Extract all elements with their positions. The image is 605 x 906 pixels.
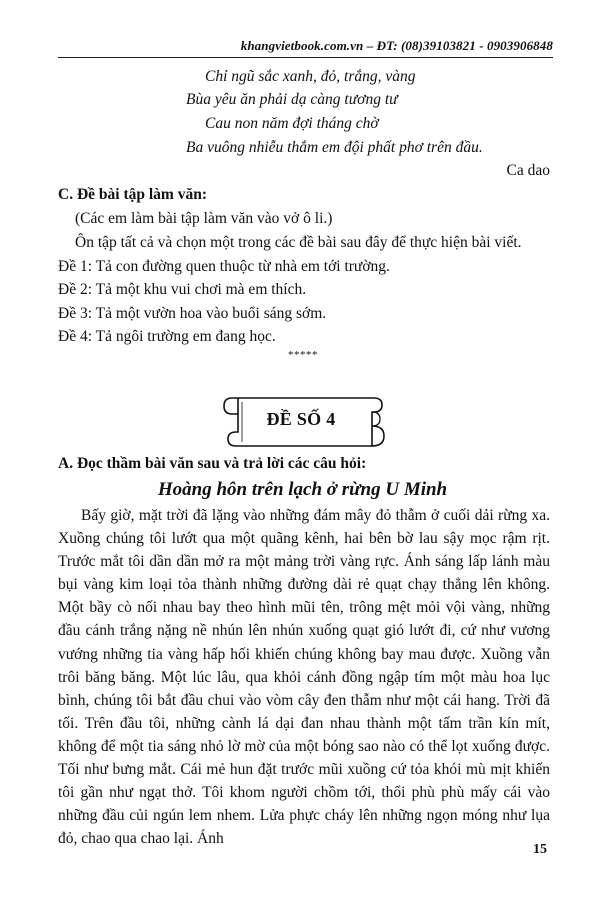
exam-title: ĐỀ SỐ 4 bbox=[266, 409, 336, 429]
section-c-note: (Các em làm bài tập làm văn vào vở ô li.) bbox=[75, 210, 333, 227]
story-title: Hoàng hôn trên lạch ở rừng U Minh bbox=[157, 479, 448, 500]
poem-line: Chỉ ngũ sắc xanh, đỏ, trắng, vàng bbox=[205, 68, 416, 85]
poem-line: Bùa yêu ăn phải dạ càng tương tư bbox=[186, 91, 398, 108]
page-number: 15 bbox=[533, 842, 547, 857]
topic-item: Đề 4: Tả ngôi trường em đang học. bbox=[58, 328, 276, 345]
poem-source: Ca dao bbox=[506, 162, 550, 179]
section-divider: ***** bbox=[288, 349, 318, 361]
header-rule bbox=[58, 57, 553, 58]
topic-item: Đề 2: Tả một khu vui chơi mà em thích. bbox=[58, 281, 307, 298]
poem-line: Ba vuông nhiễu thắm em đội phất phơ trên đầu. bbox=[186, 139, 483, 156]
page-header: khangvietbook.com.vn – ĐT: (08)39103821 - 0903906848 bbox=[240, 38, 553, 53]
section-c-heading: C. Đề bài tập làm văn: bbox=[58, 186, 207, 203]
topic-item: Đề 1: Tả con đường quen thuộc từ nhà em tới trường. bbox=[58, 258, 390, 275]
story-body: Bấy giờ, mặt trời đã lặng vào những đám mây đỏ thẫm ở cuối dải rừng xa. Xuồng chúng tôi lướt qua một quãng kênh, hai bên bờ lau sậy mọc rậm rịt. Trước mắt tôi dần dần mở ra một mảng trời vàng rực. Ánh sáng lấp lánh màu bụi vàng kim loại tỏa thành những đường dài rẻ quạt chạy thẳng lên không. Một bầy cò nối nhau bay theo hình mũi tên, trông mệt mỏi vội vàng, những đầu cánh trắng nặng nề nhún lên nhún xuống quạt gió lướt đi, cứ như vương vướng những tia vàng hấp hối khiến chúng không bay mau được. Xuồng vẫn trôi băng băng. Một lúc lâu, qua khỏi cánh đồng ngập tím một màu hoa lục bình, chúng tôi bắt đầu chui vào vòm cây đen thẫm như một cái hang. Trời đã tối. Trên đầu tôi, những cành lá dại đan nhau thành một tấm trần kín mít, không để một tia sáng nhỏ lờ mờ của một bóng sao nào có thể lọt xuống được. Tối như bưng mắt. Cái mẻ hun đặt trước mũi xuồng cứ tỏa khói mù mịt khiến tôi gần như ngạt thở. Tôi khom người chồm tới, thổi phù phù mấy cái vào những đầu củi ngún lem nhem. Lửa phực cháy lên những ngọn móng như lụa đỏ, chao qua chao lại. Ánh bbox=[58, 507, 550, 848]
section-c-instruction: Ôn tập tất cả và chọn một trong các đề bài sau đây để thực hiện bài viết. bbox=[75, 234, 522, 251]
topic-item: Đề 3: Tả một vườn hoa vào buổi sáng sớm. bbox=[58, 305, 327, 322]
section-a-heading: A. Đọc thầm bài văn sau và trả lời các câu hỏi: bbox=[58, 455, 367, 472]
poem-line: Cau non năm đợi tháng chờ bbox=[205, 115, 379, 132]
